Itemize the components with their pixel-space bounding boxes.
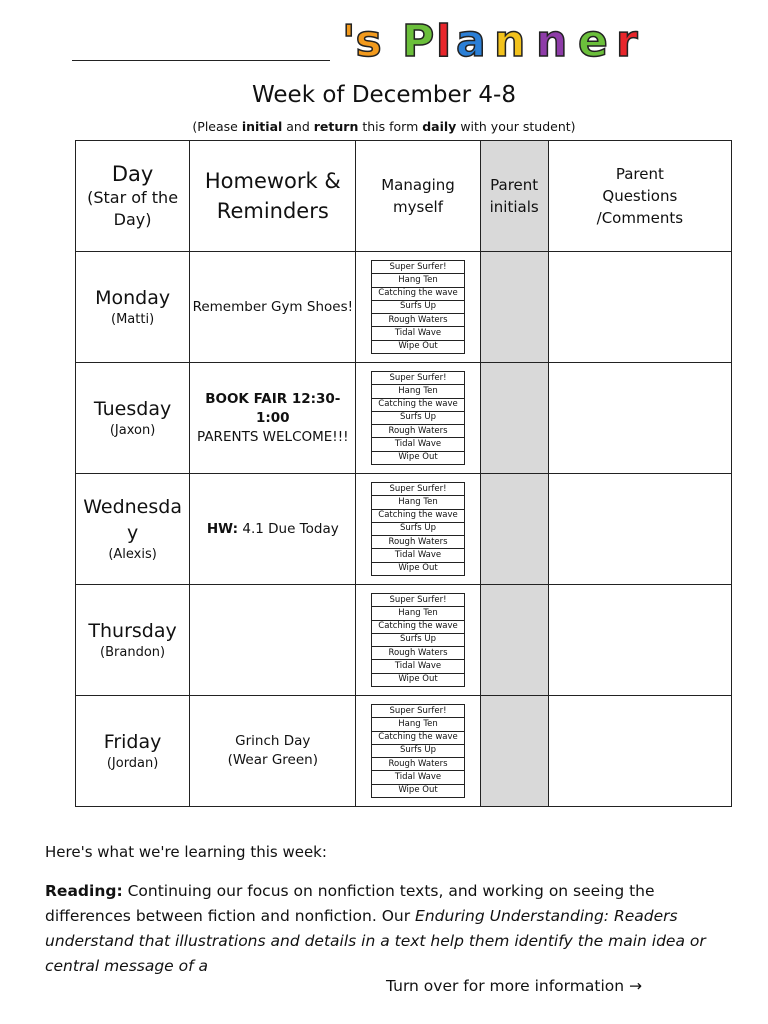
homework-bold: HW: [206, 520, 239, 537]
behavior-level[interactable]: Rough Waters [372, 758, 465, 771]
managing-myself-cell [356, 474, 480, 585]
behavior-level-row [372, 438, 465, 451]
behavior-level-row [372, 744, 465, 757]
day-name-continued: y [126, 522, 139, 544]
day-name: Thursday [88, 620, 177, 642]
homework-line: (Wear Green) [227, 752, 318, 768]
behavior-level-row [372, 784, 465, 797]
behavior-level[interactable]: Rough Waters [372, 425, 465, 438]
behavior-level-row [372, 562, 465, 575]
behavior-level[interactable]: Surfs Up [372, 633, 465, 646]
behavior-level-row [372, 620, 465, 633]
learning-intro: Here's what we're learning this week: [45, 843, 327, 861]
homework-cell [190, 252, 356, 363]
behavior-level-row [372, 758, 465, 771]
week-title: Week of December 4-8 [252, 82, 516, 108]
homework-line [190, 520, 355, 539]
header-homework: Homework & Reminders [190, 141, 356, 252]
behavior-level-row [372, 647, 465, 660]
managing-myself-cell [356, 696, 480, 807]
reading-section [45, 879, 725, 975]
parent-comments-cell[interactable] [548, 363, 731, 474]
svg-text:n: n [494, 16, 526, 67]
behavior-level[interactable]: Super Surfer! [372, 371, 465, 384]
day-cell [76, 363, 190, 474]
behavior-level-row [372, 371, 465, 384]
behavior-level[interactable]: Tidal Wave [372, 771, 465, 784]
behavior-level[interactable]: Surfs Up [372, 411, 465, 424]
behavior-level[interactable]: Super Surfer! [372, 482, 465, 495]
homework-line: Grinch Day [235, 733, 311, 749]
form-instructions: (Please initial and return this form daily with your student) [192, 119, 576, 134]
svg-text:e: e [578, 16, 608, 67]
managing-myself-cell [356, 252, 480, 363]
parent-comments-cell[interactable] [548, 585, 731, 696]
turn-over-note: Turn over for more information → [386, 977, 642, 995]
student-name-line [72, 60, 330, 61]
behavior-level[interactable]: Hang Ten [372, 496, 465, 509]
behavior-level[interactable]: Wipe Out [372, 562, 465, 575]
behavior-level-row [372, 482, 465, 495]
star-of-the-day: (Jaxon) [109, 423, 156, 438]
behavior-level[interactable]: Hang Ten [372, 274, 465, 287]
homework-cell [190, 363, 356, 474]
behavior-level-row [372, 411, 465, 424]
svg-text:n: n [536, 16, 568, 67]
behavior-level[interactable]: Hang Ten [372, 607, 465, 620]
star-of-the-day: (Alexis) [108, 547, 157, 562]
parent-comments-cell[interactable] [548, 252, 731, 363]
behavior-level-row [372, 327, 465, 340]
behavior-level[interactable]: Surfs Up [372, 522, 465, 535]
day-cell [76, 474, 190, 585]
behavior-level[interactable]: Hang Ten [372, 385, 465, 398]
behavior-level[interactable]: Hang Ten [372, 718, 465, 731]
behavior-level[interactable]: Catching the wave [372, 287, 465, 300]
behavior-level[interactable]: Surfs Up [372, 300, 465, 313]
behavior-level[interactable]: Surfs Up [372, 744, 465, 757]
day-name: Friday [103, 731, 162, 753]
behavior-level[interactable]: Wipe Out [372, 673, 465, 686]
header-parent-initials: Parent initials [480, 141, 548, 252]
behavior-level-row [372, 340, 465, 353]
behavior-scale [371, 260, 465, 354]
behavior-level[interactable]: Super Surfer! [372, 593, 465, 606]
homework-line: PARENTS WELCOME!!! [197, 428, 349, 445]
behavior-level-row [372, 260, 465, 273]
behavior-level-row [372, 660, 465, 673]
behavior-level-row [372, 496, 465, 509]
header-row [76, 141, 732, 252]
behavior-scale [371, 371, 465, 465]
star-of-the-day: (Matti) [111, 312, 155, 327]
behavior-scale [371, 593, 465, 687]
svg-text:r: r [616, 16, 638, 67]
behavior-level[interactable]: Rough Waters [372, 647, 465, 660]
behavior-level-row [372, 593, 465, 606]
svg-text:a: a [456, 16, 486, 67]
day-row [76, 585, 732, 696]
homework-text: 4.1 Due Today [238, 520, 339, 537]
behavior-scale [371, 704, 465, 798]
behavior-level-row [372, 536, 465, 549]
behavior-level[interactable]: Catching the wave [372, 731, 465, 744]
day-name: Monday [95, 287, 171, 309]
day-cell [76, 252, 190, 363]
behavior-level-row [372, 549, 465, 562]
behavior-level-row [372, 718, 465, 731]
parent-initials-cell[interactable] [480, 363, 548, 474]
homework-cell [190, 585, 356, 696]
behavior-level-row [372, 771, 465, 784]
parent-initials-cell[interactable] [480, 252, 548, 363]
parent-comments-cell[interactable] [548, 696, 731, 807]
star-of-the-day: (Brandon) [100, 645, 166, 660]
behavior-level-row [372, 425, 465, 438]
homework-line: Remember Gym Shoes! [192, 298, 354, 315]
parent-initials-cell[interactable] [480, 696, 548, 807]
behavior-level[interactable]: Catching the wave [372, 398, 465, 411]
weekly-planner-table [75, 140, 732, 807]
reading-text: Continuing our focus on nonfiction texts, and working on seeing the differences between fiction and nonfiction. Our [45, 882, 655, 925]
behavior-level-row [372, 607, 465, 620]
behavior-level-row [372, 704, 465, 717]
reading-label: Reading: [45, 882, 123, 900]
behavior-level-row [372, 314, 465, 327]
behavior-level-row [372, 633, 465, 646]
behavior-level[interactable]: Wipe Out [372, 784, 465, 797]
day-row [76, 363, 732, 474]
day-name: Tuesday [93, 398, 172, 420]
day-cell [76, 696, 190, 807]
managing-myself-cell [356, 585, 480, 696]
behavior-scale [371, 482, 465, 576]
behavior-level-row [372, 731, 465, 744]
star-of-the-day: (Jordan) [106, 756, 159, 771]
behavior-level[interactable]: Super Surfer! [372, 704, 465, 717]
behavior-level-row [372, 274, 465, 287]
parent-comments-cell[interactable] [548, 474, 731, 585]
behavior-level-row [372, 300, 465, 313]
behavior-level-row [372, 287, 465, 300]
behavior-level-row [372, 509, 465, 522]
day-row [76, 252, 732, 363]
svg-text:'s: 's [342, 16, 382, 67]
behavior-level[interactable]: Rough Waters [372, 536, 465, 549]
behavior-level[interactable]: Catching the wave [372, 620, 465, 633]
day-row [76, 474, 732, 585]
svg-text:P: P [402, 16, 437, 67]
behavior-level-row [372, 522, 465, 535]
behavior-level[interactable]: Tidal Wave [372, 438, 465, 451]
day-name: Wednesda [83, 496, 182, 518]
homework-cell [190, 696, 356, 807]
behavior-level[interactable]: Rough Waters [372, 314, 465, 327]
header-managing-myself: Managing myself [356, 141, 480, 252]
header-day: Day (Star of the Day) [76, 141, 190, 252]
homework-cell [190, 474, 356, 585]
behavior-level[interactable]: Wipe Out [372, 451, 465, 464]
parent-initials-cell[interactable] [480, 474, 548, 585]
behavior-level[interactable]: Wipe Out [372, 340, 465, 353]
header-parent-comments: Parent Questions /Comments [548, 141, 731, 252]
behavior-level[interactable]: Tidal Wave [372, 327, 465, 340]
behavior-level[interactable]: Super Surfer! [372, 260, 465, 273]
managing-myself-cell [356, 363, 480, 474]
behavior-level[interactable]: Tidal Wave [372, 549, 465, 562]
reading-enduring-understanding: Enduring Understanding: Readers understand that illustrations and details in a text help them identify the main idea or central message of a [45, 907, 706, 975]
behavior-level[interactable]: Tidal Wave [372, 660, 465, 673]
behavior-level-row [372, 451, 465, 464]
behavior-level[interactable]: Catching the wave [372, 509, 465, 522]
behavior-level-row [372, 673, 465, 686]
behavior-level-row [372, 385, 465, 398]
behavior-level-row [372, 398, 465, 411]
homework-bold: BOOK FAIR 12:30-1:00 [205, 390, 341, 426]
parent-initials-cell[interactable] [480, 585, 548, 696]
day-cell [76, 585, 190, 696]
planner-logo [338, 12, 668, 68]
day-row [76, 696, 732, 807]
svg-text:l: l [436, 16, 452, 67]
